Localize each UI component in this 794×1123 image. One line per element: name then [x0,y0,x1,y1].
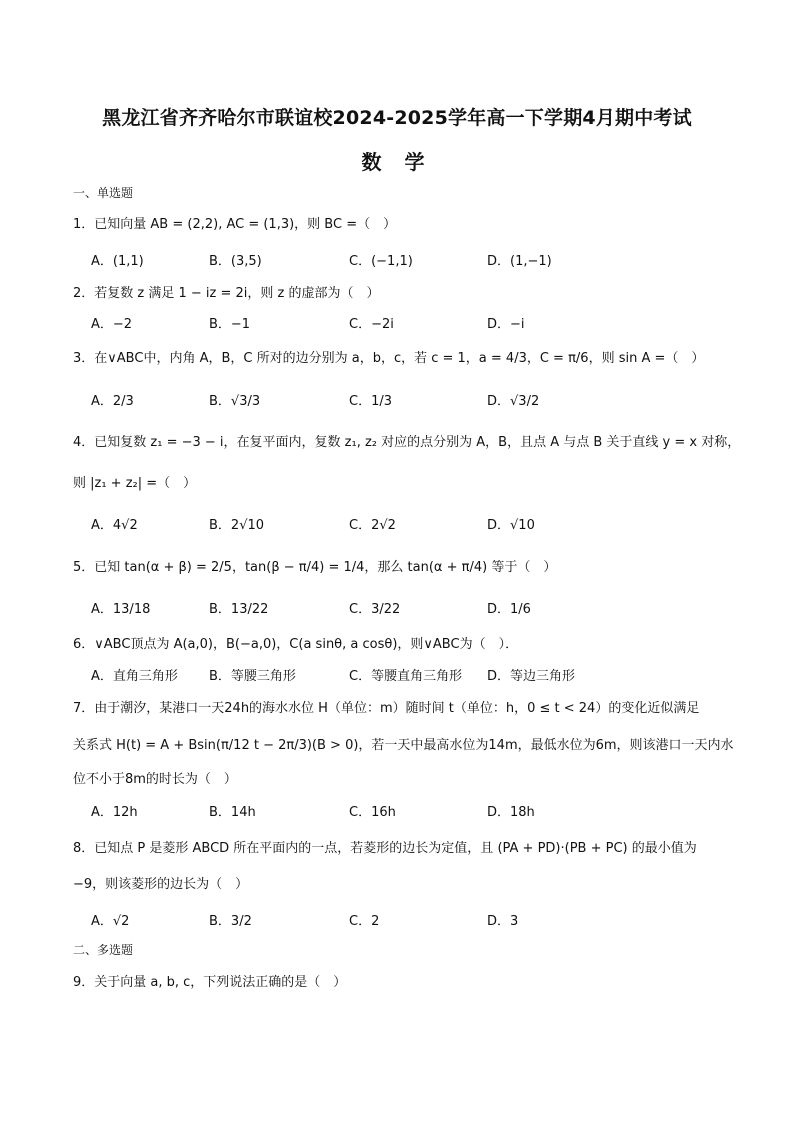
question-5: 5．已知 tan(α + β) = 2/5，tan(β − π/4) = 1/4，那么 tan(α + π/4) 等于（ ） [73,560,557,575]
option-d: D．等边三角形 [487,669,576,684]
question-3: 3．在∨ABC中，内角 A，B，C 所对的边分别为 a，b，c，若 c = 1，a = 4/3，C = π/6，则 sin A =（ ） [73,351,705,366]
option-d: D．√10 [487,518,535,533]
question-6: 6．∨ABC顶点为 A(a,0)，B(−a,0)，C(a sinθ, a cosθ)，则∨ABC为（ ）． [73,637,519,652]
question-8-line-2: −9，则该菱形的边长为（ ） [73,877,249,892]
option-a: A．直角三角形 [91,669,178,684]
exam-title: 黑龙江省齐齐哈尔市联谊校2024-2025学年高一下学期4月期中考试 [102,107,692,129]
option-a: A．√2 [91,914,130,929]
option-a: A．−2 [91,317,133,332]
question-7-line-3: 位不小于8m的时长为（ ） [73,772,237,787]
option-c: C．2√2 [349,518,396,533]
option-b: B．13/22 [209,602,269,617]
option-b: B．−1 [209,317,251,332]
option-d: D．3 [487,914,519,929]
option-c: C．3/22 [349,602,401,617]
option-a: A．4√2 [91,518,138,533]
option-a: A．(1,1) [91,254,144,269]
option-d: D．√3/2 [487,394,540,409]
option-b: B．(3,5) [209,254,262,269]
question-7-line-1: 7．由于潮汐，某港口一天24h的海水水位 H（单位：m）随时间 t（单位：h，0 ≤ t < 24）的变化近似满足 [73,701,700,716]
option-b: B．2√10 [209,518,265,533]
option-d: D．1/6 [487,602,531,617]
section-single-choice: 一、单选题 [73,186,134,200]
option-d: D．18h [487,805,535,820]
option-c: C．(−1,1) [349,254,413,269]
subject-heading: 数 学 [361,150,433,174]
option-c: C．1/3 [349,394,392,409]
option-c: C．等腰直角三角形 [349,669,463,684]
option-b: B．14h [209,805,256,820]
option-d: D．−i [487,317,525,332]
option-b: B．等腰三角形 [209,669,296,684]
option-a: A．2/3 [91,394,134,409]
question-7-line-2: 关系式 H(t) = A + Bsin(π/12 t − 2π/3)(B > 0)，若一天中最高水位为14m，最低水位为6m，则该港口一天内水 [73,738,734,753]
question-2: 2．若复数 z 满足 1 − iz = 2i，则 z 的虚部为（ ） [73,286,380,301]
option-c: C．−2i [349,317,394,332]
question-9: 9．关于向量 a, b, c，下列说法正确的是（ ） [73,975,347,990]
option-b: B．√3/3 [209,394,261,409]
section-multiple-choice: 二、多选题 [73,943,134,957]
option-c: C．16h [349,805,396,820]
question-1: 1．已知向量 AB = (2,2), AC = (1,3)，则 BC =（ ） [73,217,397,232]
option-b: B．3/2 [209,914,252,929]
option-c: C．2 [349,914,380,929]
question-4-line-2: 则 |z₁ + z₂| =（ ） [73,476,197,491]
question-8-line-1: 8．已知点 P 是菱形 ABCD 所在平面内的一点，若菱形的边长为定值，且 (PA + PD)·(PB + PC) 的最小值为 [73,841,697,856]
option-d: D．(1,−1) [487,254,552,269]
option-a: A．13/18 [91,602,151,617]
option-a: A．12h [91,805,138,820]
question-4-line-1: 4．已知复数 z₁ = −3 − i，在复平面内，复数 z₁, z₂ 对应的点分别为 A，B，且点 A 与点 B 关于直线 y = x 对称， [73,435,741,450]
